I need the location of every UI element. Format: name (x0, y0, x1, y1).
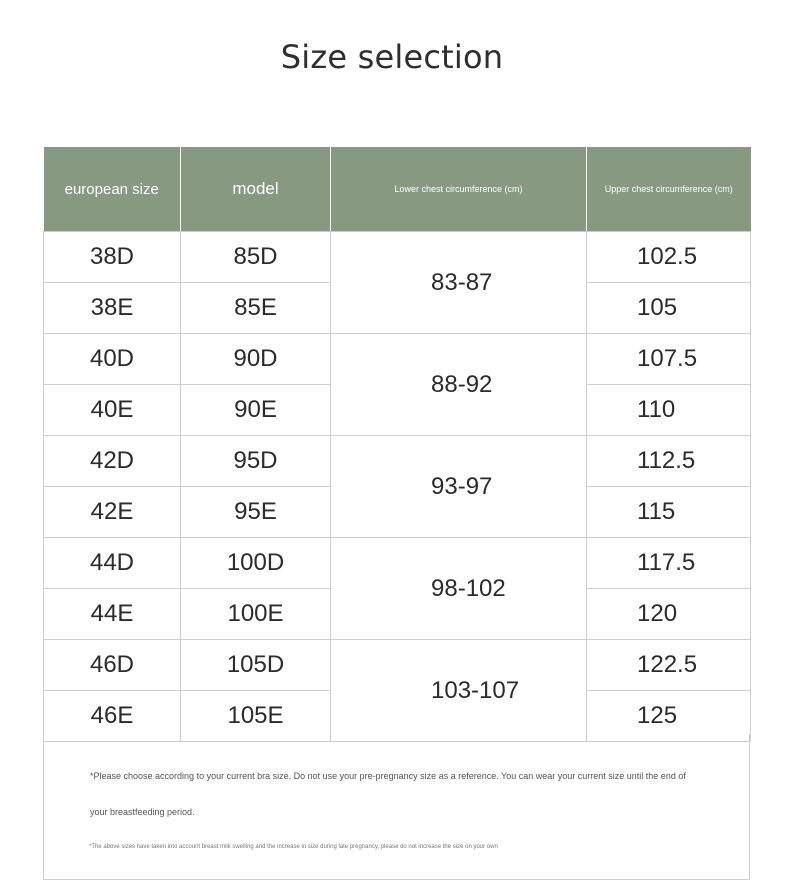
upper-chest-cell: 112.5 (587, 436, 751, 487)
upper-chest-cell: 122.5 (587, 640, 751, 691)
model-cell: 85D (181, 232, 331, 283)
table-row (44, 538, 751, 589)
european-size-cell: 40D (44, 334, 181, 385)
notes-box (43, 734, 750, 880)
european-size-cell: 40E (44, 385, 181, 436)
european-size-cell: 44D (44, 538, 181, 589)
model-cell: 100D (181, 538, 331, 589)
lower-chest-cell: 103-107 (331, 640, 587, 742)
upper-chest-cell: 110 (587, 385, 751, 436)
upper-chest-cell: 107.5 (587, 334, 751, 385)
page-title: Size selection (280, 38, 504, 76)
model-cell: 85E (181, 283, 331, 334)
lower-chest-cell: 88-92 (331, 334, 587, 436)
european-size-cell: 38D (44, 232, 181, 283)
european-size-cell: 42E (44, 487, 181, 538)
model-cell: 95D (181, 436, 331, 487)
table-row (44, 232, 751, 283)
size-note: *Please choose according to your current bra size. Do not use your pre-pregnancy size as a reference. You can wear your current size until the end of your breastfeeding period. (90, 771, 686, 817)
lower-chest-cell: 98-102 (331, 538, 587, 640)
model-cell: 90E (181, 385, 331, 436)
header-model: model (181, 147, 331, 232)
upper-chest-cell: 105 (587, 283, 751, 334)
model-cell: 100E (181, 589, 331, 640)
upper-chest-cell: 102.5 (587, 232, 751, 283)
model-cell: 105E (181, 691, 331, 742)
upper-chest-cell: 125 (587, 691, 751, 742)
header-upper-chest: Upper chest circumference (cm) (587, 147, 751, 232)
table-header-row (44, 147, 751, 232)
table-row (44, 640, 751, 691)
header-lower-chest: Lower chest circumference (cm) (331, 147, 587, 232)
upper-chest-cell: 117.5 (587, 538, 751, 589)
european-size-cell: 46D (44, 640, 181, 691)
lower-chest-cell: 83-87 (331, 232, 587, 334)
lower-chest-cell: 93-97 (331, 436, 587, 538)
model-cell: 95E (181, 487, 331, 538)
model-cell: 105D (181, 640, 331, 691)
size-table (43, 147, 751, 742)
upper-chest-cell: 115 (587, 487, 751, 538)
upper-chest-cell: 120 (587, 589, 751, 640)
header-european-size: european size (44, 147, 181, 232)
european-size-cell: 42D (44, 436, 181, 487)
model-cell: 90D (181, 334, 331, 385)
table-row (44, 334, 751, 385)
fine-print-note: *The above sizes have taken into account breast milk swelling and the increase in size during late pregnancy, please do not increase the size on your own (89, 844, 498, 850)
european-size-cell: 44E (44, 589, 181, 640)
european-size-cell: 38E (44, 283, 181, 334)
table-row (44, 436, 751, 487)
european-size-cell: 46E (44, 691, 181, 742)
